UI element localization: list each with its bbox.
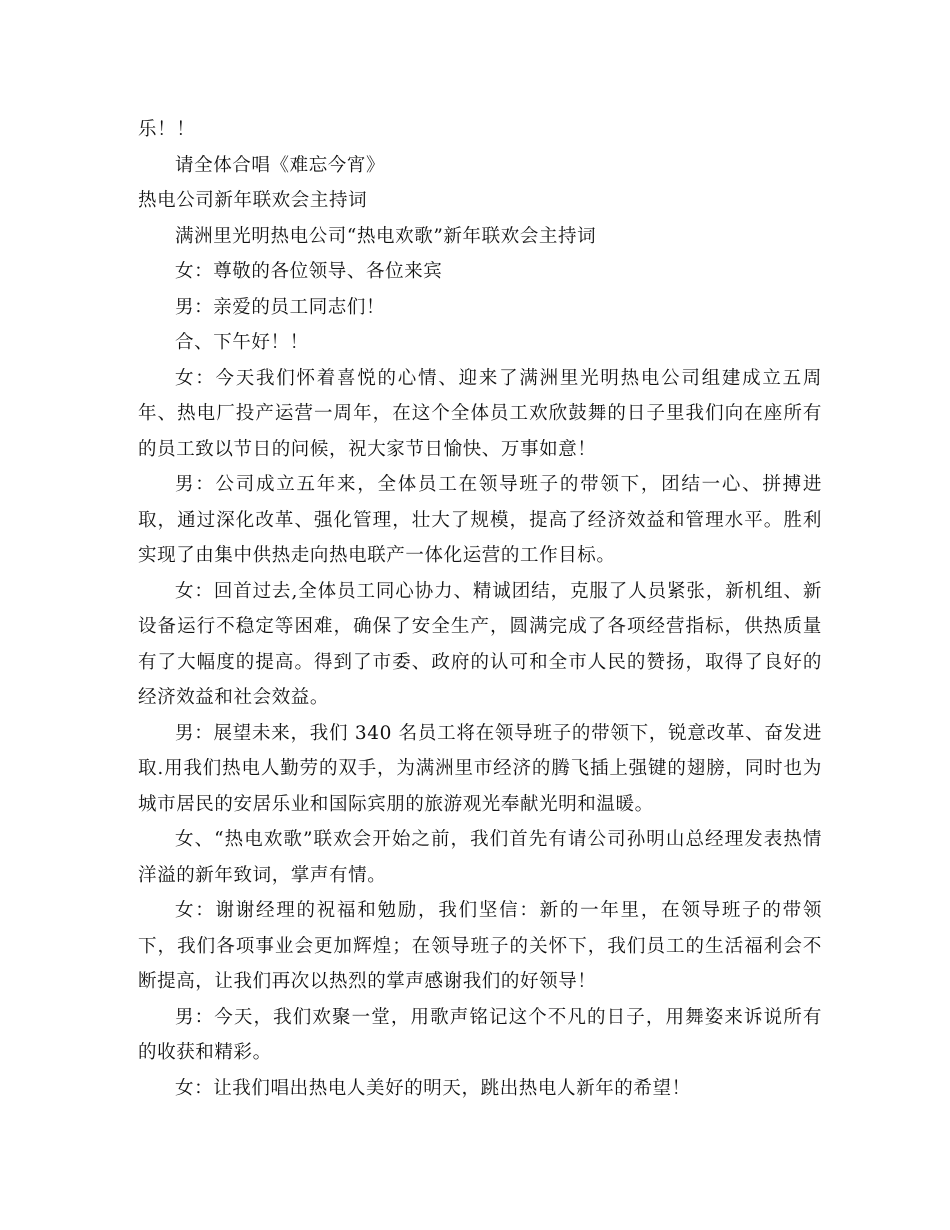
paragraph: 男：公司成立五年来，全体员工在领导班子的带领下，团结一心、拼搏进取，通过深化改革、强化管理，壮大了规模，提高了经济效益和管理水平。胜利实现了由集中供热走向热电联产一体化运营的工作目标。	[138, 474, 822, 566]
document-body	[138, 112, 822, 1106]
paragraph: 女：让我们唱出热电人美好的明天，跳出热电人新年的希望！	[175, 1077, 691, 1099]
paragraph: 男：今天，我们欢聚一堂，用歌声铭记这个不凡的日子，用舞姿来诉说所有的收获和精彩。	[138, 1006, 822, 1063]
paragraph: 女：尊敬的各位领导、各位来宾	[175, 261, 443, 282]
section-heading: 热电公司新年联欢会主持词	[138, 190, 368, 211]
paragraph: 合、下午好！！	[175, 332, 309, 353]
document-title: 满洲里光明热电公司“热电欢歌”新年联欢会主持词	[175, 225, 597, 247]
paragraph: 乐！！	[138, 119, 196, 140]
paragraph: 男：展望未来，我们 340 名员工将在领导班子的带领下，锐意改革、奋发进取.用我们热电人勤劳的双手，为满洲里市经济的腾飞插上强键的翅膀，同时也为城市居民的安居乐业和国际宾朋的旅游观光奉献光明和温暖。	[138, 722, 822, 815]
paragraph: 请全体合唱《难忘今宵》	[175, 154, 386, 176]
paragraph: 女、“热电欢歌”联欢会开始之前，我们首先有请公司孙明山总经理发表热情洋溢的新年致词，掌声有情。	[138, 829, 822, 886]
paragraph: 男：亲爱的员工同志们！	[175, 296, 386, 318]
paragraph: 女：回首过去,全体员工同心协力、精诚团结，克服了人员紧张，新机组、新设备运行不稳定等困难，确保了安全生产，圆满完成了各项经营指标，供热质量有了大幅度的提高。得到了市委、政府的认可和全市人民的赞扬，取得了良好的经济效益和社会效益。	[138, 580, 822, 708]
paragraph: 女：谢谢经理的祝福和勉励，我们坚信：新的一年里，在领导班子的带领下，我们各项事业会更加辉煌；在领导班子的关怀下，我们员工的生活福利会不断提高，让我们再次以热烈的掌声感谢我们的好领导！	[138, 900, 822, 992]
paragraph: 女：今天我们怀着喜悦的心情、迎来了满洲里光明热电公司组建成立五周年、热电厂投产运营一周年，在这个全体员工欢欣鼓舞的日子里我们向在座所有的员工致以节日的问候，祝大家节日愉快、万事如意！	[138, 367, 822, 460]
